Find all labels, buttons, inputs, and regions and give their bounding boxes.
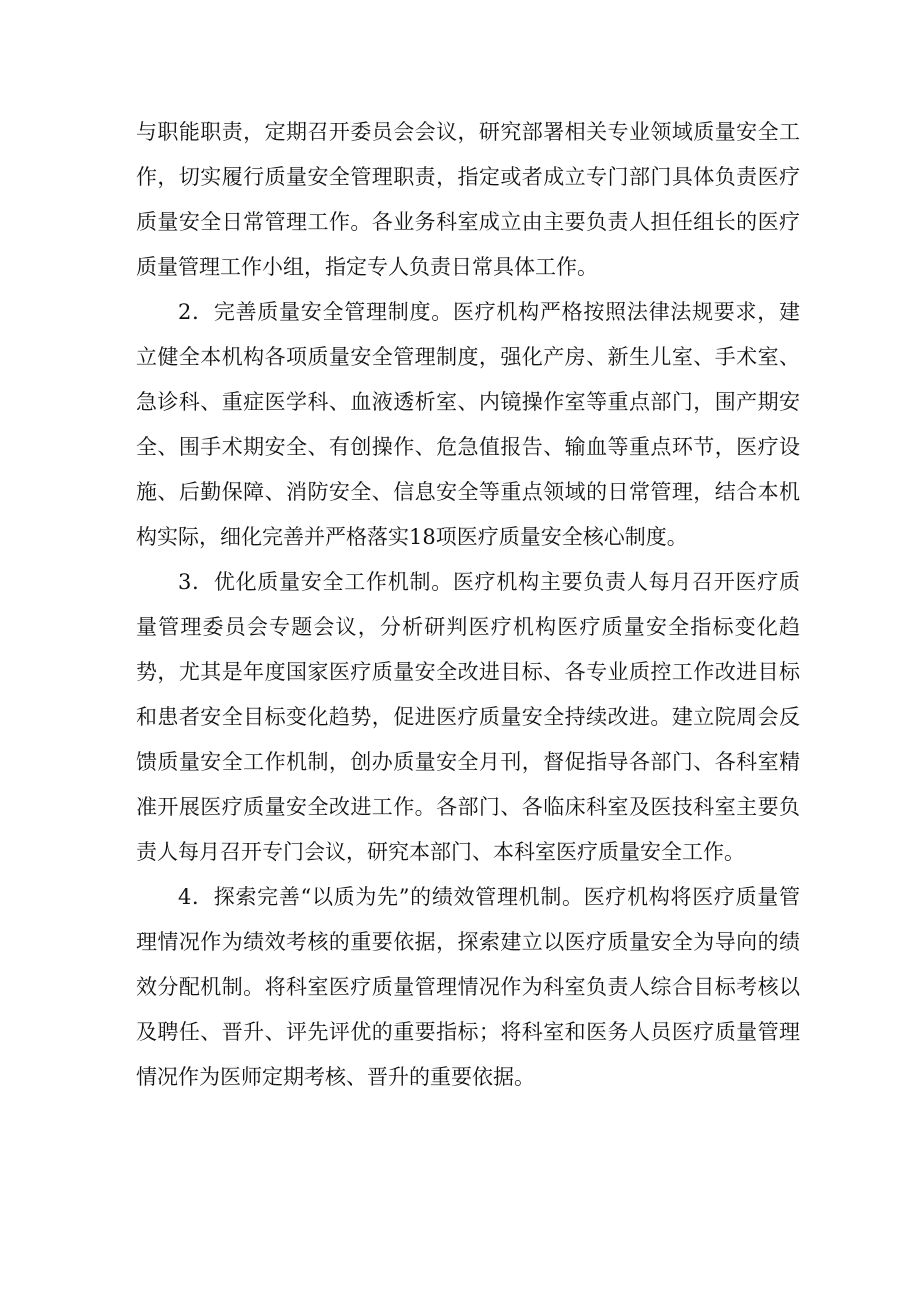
paragraph-item-2: 2．完善质量安全管理制度。医疗机构严格按照法律法规要求，建立健全本机构各项质量安全管理制度，强化产房、新生儿室、手术室、急诊科、重症医学科、血液透析室、内镜操作室等重点部门，围产期安全、围手术期安全、有创操作、危急值报告、输血等重点环节，医疗设施、后勤保障、消防安全、信息安全等重点领域的日常管理，结合本机构实际，细化完善并严格落实18项医疗质量安全核心制度。 bbox=[136, 300, 800, 549]
paragraph-item-4: 4．探索完善“以质为先”的绩效管理机制。医疗机构将医疗质量管理情况作为绩效考核的重要依据，探索建立以医疗质量安全为导向的绩效分配机制。将科室医疗质量管理情况作为科室负责人综合目标考核以及聘任、晋升、评先评优的重要指标；将科室和医务人员医疗质量管理情况作为医师定期考核、晋升的重要依据。 bbox=[136, 885, 800, 1089]
paragraph-continuation: 与职能职责，定期召开委员会会议，研究部署相关专业领域质量安全工作，切实履行质量安全管理职责，指定或者成立专门部门具体负责医疗质量安全日常管理工作。各业务科室成立由主要负责人担任组长的医疗质量管理工作小组，指定专人负责日常具体工作。 bbox=[136, 120, 800, 279]
paragraph-item-3: 3．优化质量安全工作机制。医疗机构主要负责人每月召开医疗质量管理委员会专题会议，分析研判医疗机构医疗质量安全指标变化趋势，尤其是年度国家医疗质量安全改进目标、各专业质控工作改进目标和患者安全目标变化趋势，促进医疗质量安全持续改进。建立院周会反馈质量安全工作机制，创办质量安全月刊，督促指导各部门、各科室精准开展医疗质量安全改进工作。各部门、各临床科室及医技科室主要负责人每月召开专门会议，研究本部门、本科室医疗质量安全工作。 bbox=[136, 570, 800, 864]
body-text bbox=[136, 110, 800, 1100]
